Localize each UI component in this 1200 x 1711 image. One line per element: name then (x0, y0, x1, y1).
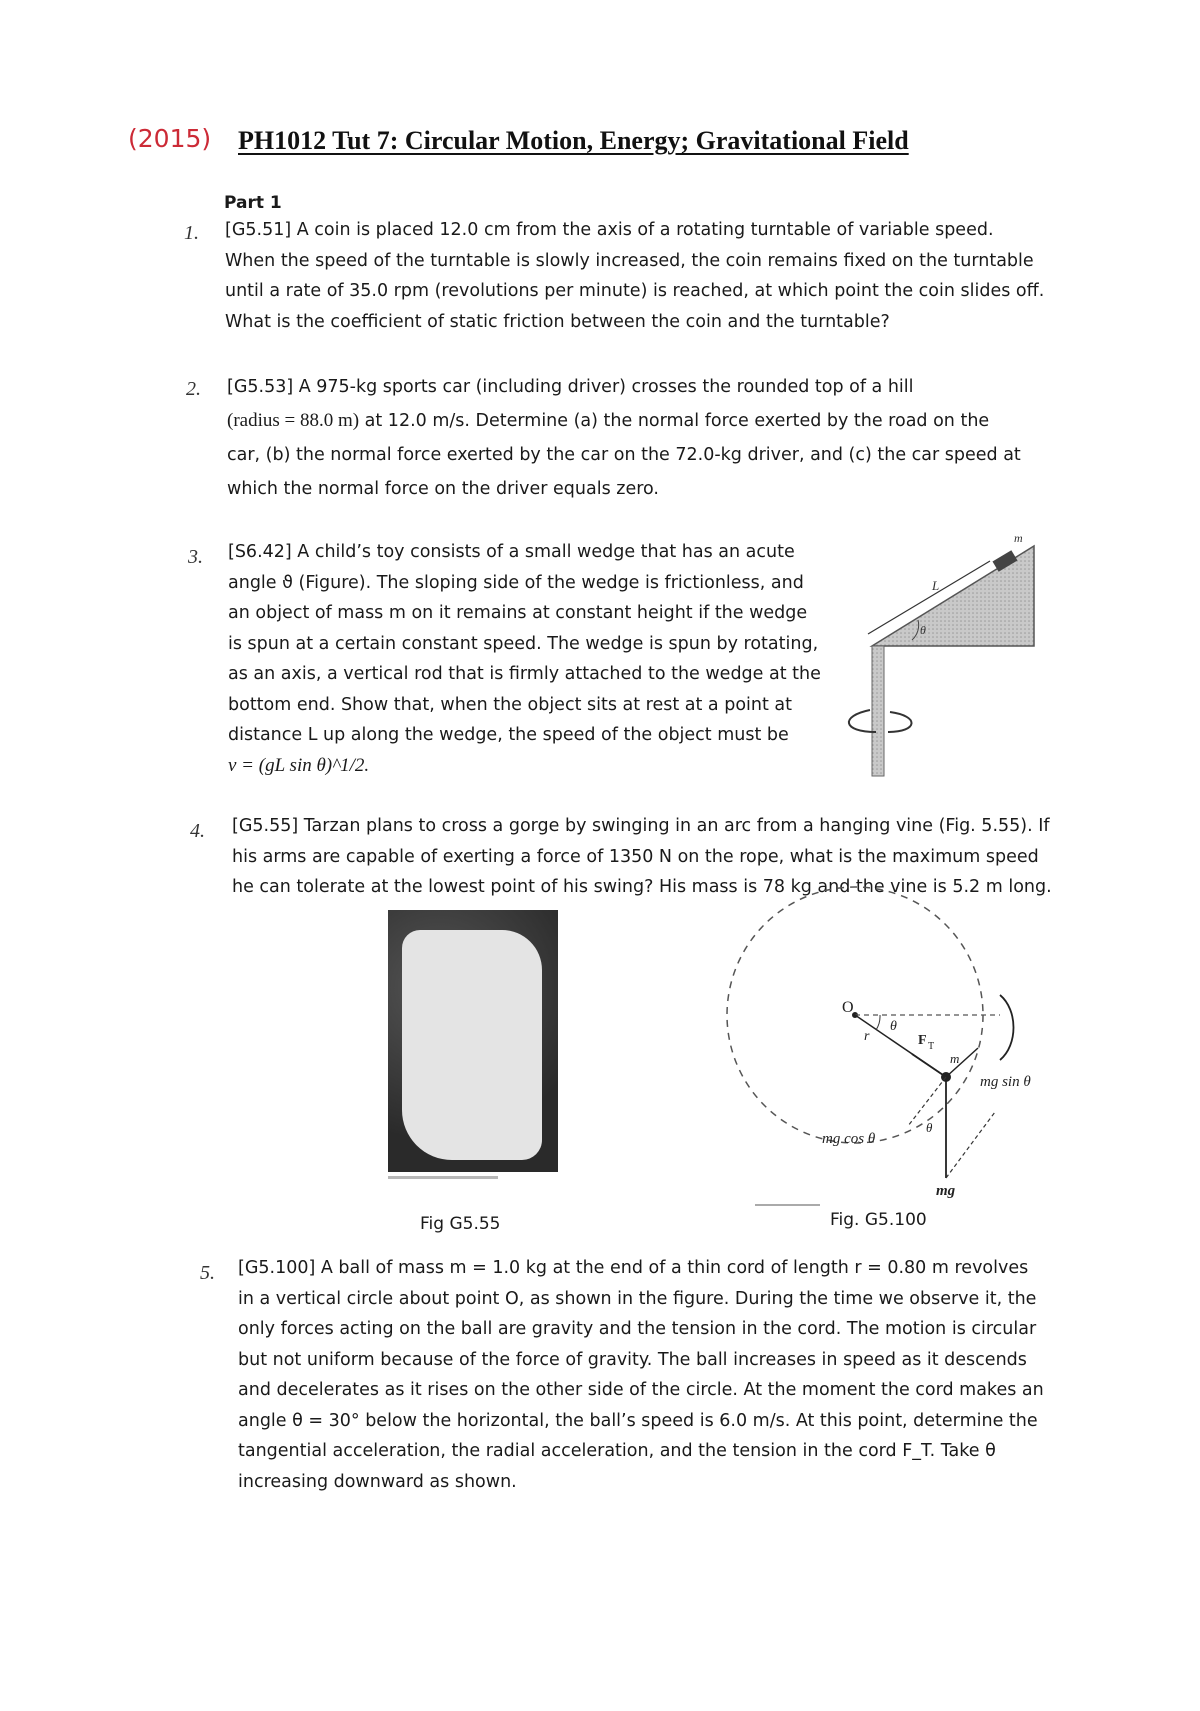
component-dashed-line (946, 1112, 995, 1178)
problem-5-line-3: only forces acting on the ball are gravity and the tension in the cord. The motion is circular (238, 1319, 1037, 1339)
problem-5-line-1: [G5.100] A ball of mass m = 1.0 kg at the end of a thin cord of length r = 0.80 m revolves (238, 1258, 1029, 1278)
problem-3-line-4: is spun at a certain constant speed. The wedge is spun by rotating, (228, 633, 819, 654)
wedge-label-m: m (1014, 531, 1023, 545)
problem-5-line-4: but not uniform because of the force of gravity. The ball increases in speed as it descends (238, 1349, 1027, 1370)
tarzan-figure-caption: Fig G5.55 (420, 1214, 501, 1234)
problem-1-line-3: until a rate of 35.0 rpm (revolutions per minute) is reached, at which point the coin slides off. (225, 281, 1045, 301)
problem-3-line-2: angle ϑ (Figure). The sloping side of the wedge is frictionless, and (228, 572, 804, 593)
circle-label-theta: θ (890, 1019, 897, 1034)
problem-2-radius-math: (radius = 88.0 m) (227, 410, 360, 431)
circle-figure-caption: Fig. G5.100 (830, 1210, 927, 1230)
problem-1-line-4: What is the coefficient of static friction between the coin and the turntable? (225, 311, 890, 332)
problem-5-line-8: increasing downward as shown. (238, 1471, 517, 1492)
wedge-label-L: L (932, 578, 940, 593)
problem-4-line-3: he can tolerate at the lowest point of his swing? His mass is 78 kg and the vine is 5.2 m long. (232, 877, 1052, 897)
circle-label-O: O (842, 999, 854, 1016)
circle-label-m: m (950, 1051, 960, 1066)
tension-vector (912, 1054, 946, 1077)
circle-label-mg-sin: mg sin θ (980, 1074, 1031, 1090)
problem-2-line-4: which the normal force on the driver equals zero. (227, 479, 659, 499)
problem-3-formula: v = (gL sin θ)^1/2. (228, 754, 370, 776)
circle-label-r: r (864, 1029, 870, 1044)
motion-arrow (1000, 995, 1014, 1060)
problem-1-line-1: [G5.51] A coin is placed 12.0 cm from the axis of a rotating turntable of variable speed. (225, 220, 994, 240)
problem-5-number: 5. (200, 1262, 215, 1284)
page-title: PH1012 Tut 7: Circular Motion, Energy; Gravitational Field (238, 126, 909, 155)
circle-label-mg-cos: mg cos θ (822, 1131, 876, 1147)
part-label: Part 1 (224, 193, 282, 213)
problem-4-number: 4. (190, 820, 205, 842)
problem-4-line-2: his arms are capable of exerting a force of 1350 N on the rope, what is the maximum speed (232, 846, 1039, 867)
problem-3-line-3: an object of mass m on it remains at constant height if the wedge (228, 603, 808, 623)
wedge-label-theta: θ (920, 623, 926, 637)
problem-3-line-6: bottom end. Show that, when the object sits at rest at a point at (228, 694, 792, 715)
problem-3-number: 3. (188, 546, 203, 568)
problem-2-number: 2. (186, 378, 201, 400)
problem-5-line-7: tangential acceleration, the radial acceleration, and the tension in the cord F_T. Take θ (238, 1441, 996, 1461)
problem-5-line-6: angle θ = 30° below the horizontal, the ball’s speed is 6.0 m/s. At this point, determine the (238, 1410, 1038, 1431)
problem-5-text (238, 1253, 1068, 1497)
circle-label-theta-2: θ (926, 1120, 933, 1135)
circle-label-mg: mg (936, 1183, 956, 1199)
circle-label-FT-subscript: T (928, 1041, 935, 1052)
problem-3-line-7: distance L up along the wedge, the speed of the object must be (228, 725, 789, 745)
mg-cos-vector (908, 1077, 946, 1126)
problem-1-number: 1. (184, 222, 199, 244)
problem-1-line-2: When the speed of the turntable is slowly increased, the coin remains fixed on the turntable (225, 250, 1034, 271)
problem-4-line-1: [G5.55] Tarzan plans to cross a gorge by swinging in an arc from a hanging vine (Fig. 5.55). If (232, 816, 1050, 836)
problem-5-line-2: in a vertical circle about point O, as shown in the figure. During the time we observe it, the (238, 1288, 1037, 1309)
circle-label-FT: F (918, 1033, 927, 1048)
theta-arc-circle (876, 1015, 880, 1030)
problem-2-line-2-rest: at 12.0 m/s. Determine (a) the normal force exerted by the road on the (359, 411, 990, 431)
problem-5-line-5: and decelerates as it rises on the other side of the circle. At the moment the cord makes an (238, 1380, 1044, 1400)
problem-3-line-5: as an axis, a vertical rod that is firmly attached to the wedge at the (228, 664, 821, 684)
problem-3-line-1: [S6.42] A child’s toy consists of a small wedge that has an acute (228, 542, 795, 562)
problem-2-line-3: car, (b) the normal force exerted by the car on the 72.0-kg driver, and (c) the car speed at (227, 445, 1021, 465)
year-handwritten-note: (2015) (128, 124, 212, 153)
problem-2-line-1: [G5.53] A 975-kg sports car (including driver) crosses the rounded top of a hill (227, 377, 914, 397)
